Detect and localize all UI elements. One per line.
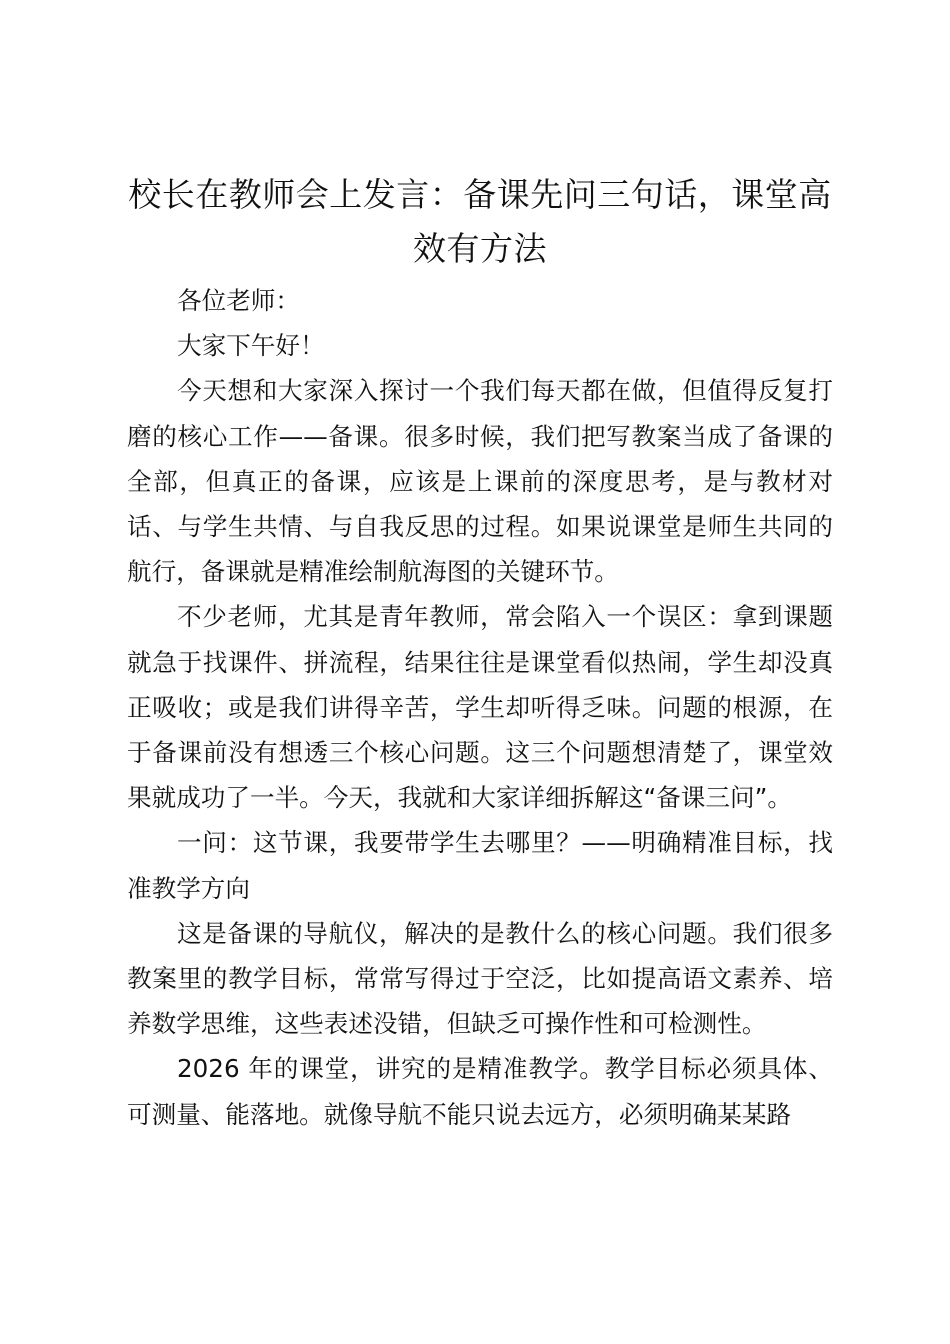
paragraph-section-heading-1: 一问：这节课，我要带学生去哪里？——明确精准目标，找准教学方向 [127, 828, 833, 903]
paragraph-intro: 今天想和大家深入探讨一个我们每天都在做，但值得反复打磨的核心工作——备课。很多时候，我们把写教案当成了备课的全部，但真正的备课，应该是上课前的深度思考，是与教材对话、与学生共情、与自我反思的过程。如果说课堂是师生共同的航行，备课就是精准绘制航海图的关键环节。 [127, 376, 833, 587]
paragraph-section-1-continued: 2026 年的课堂，讲究的是精准教学。教学目标必须具体、可测量、能落地。就像导航不能只说去远方，必须明确某某路 [127, 1054, 833, 1129]
paragraph-section-1-body: 这是备课的导航仪，解决的是教什么的核心问题。我们很多教案里的教学目标，常常写得过于空泛，比如提高语文素养、培养数学思维，这些表述没错，但缺乏可操作性和可检测性。 [127, 918, 833, 1039]
document-title: 校长在教师会上发言：备课先问三句话，课堂高效有方法 [128, 175, 832, 268]
paragraph-salutation: 各位老师： [177, 286, 300, 315]
document-page [127, 168, 833, 1137]
paragraph-greeting: 大家下午好！ [177, 331, 325, 361]
document-body [127, 278, 833, 1137]
paragraph-problem: 不少老师，尤其是青年教师，常会陷入一个误区：拿到课题就急于找课件、拼流程，结果往往是课堂看似热闹，学生却没真正吸收；或是我们讲得辛苦，学生却听得乏味。问题的根源，在于备课前没有想透三个核心问题。这三个问题想清楚了，课堂效果就成功了一半。今天，我就和大家详细拆解这“备课三问”。 [127, 602, 833, 813]
